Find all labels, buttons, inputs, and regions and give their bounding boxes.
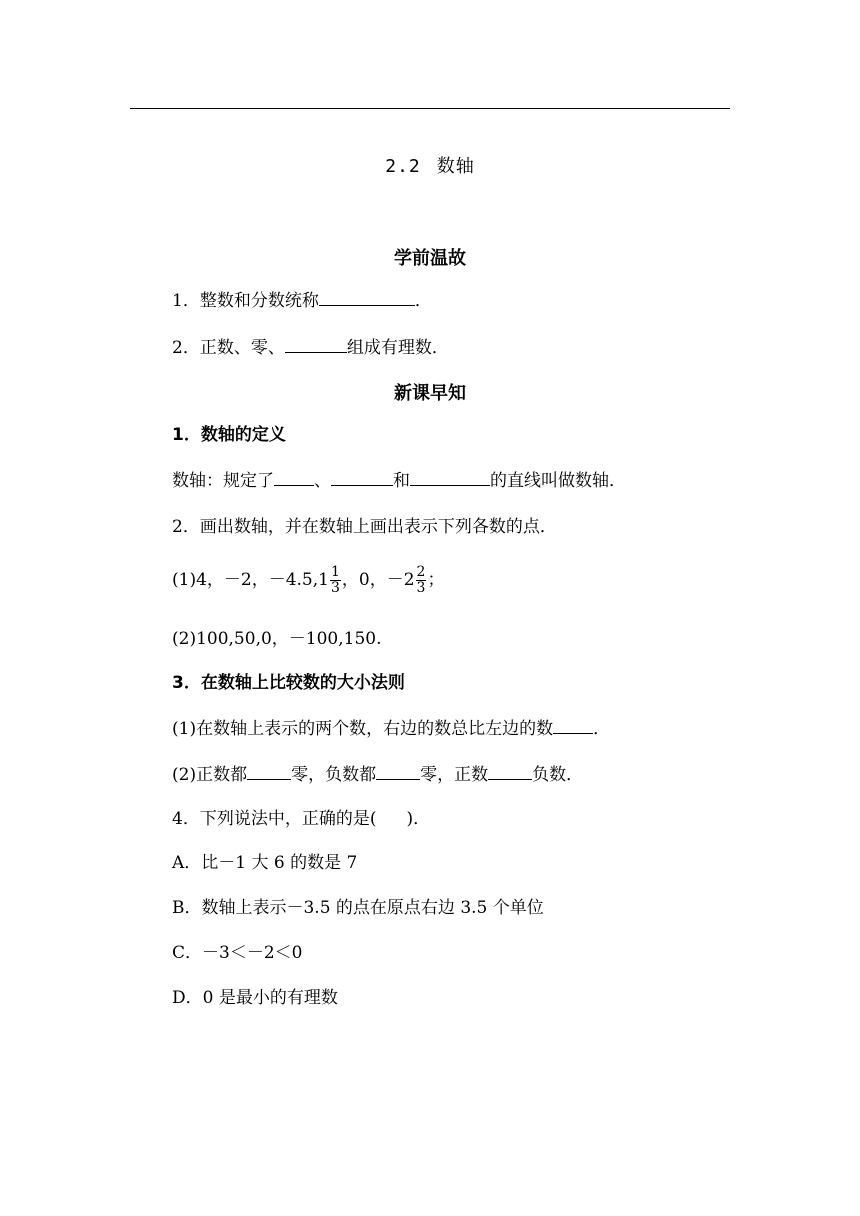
section-number: 2.2: [385, 156, 421, 177]
option-b: B．数轴上表示－3.5 的点在原点右边 3.5 个单位: [172, 898, 544, 918]
review-question-1: 1．整数和分数统称 ．: [172, 291, 432, 311]
item-3-sub-2: (2)正数都 零，负数都 零，正数 负数．: [172, 765, 584, 785]
fraction: $\frac{1}{3}$: [330, 564, 340, 596]
item-1-title: 1．数轴的定义: [172, 425, 286, 445]
item-1-text: 数轴：规定了 、 和 的直线叫做数轴．: [172, 471, 626, 491]
answer-blank: [488, 763, 532, 780]
answer-blank: [553, 717, 593, 734]
answer-blank: [376, 763, 420, 780]
answer-blank: [247, 763, 291, 780]
option-a: A．比－1 大 6 的数是 7: [172, 853, 358, 873]
new-lesson-heading: 新课早知: [394, 383, 466, 404]
option-d: D．0 是最小的有理数: [172, 988, 338, 1008]
item-3-title: 3．在数轴上比较数的大小法则: [172, 673, 405, 693]
page-title: [0, 152, 860, 178]
answer-blank: [331, 469, 393, 486]
item-3-sub-1: (1)在数轴上表示的两个数，右边的数总比左边的数 ．: [172, 719, 611, 739]
item-2-sub-1: (1)4，－2，－4.5,1 $\frac{1}{3}$ ，0，－2 $\frac{2}{3}$ ；: [172, 564, 445, 596]
section-title: 数轴: [436, 156, 475, 177]
item-2-title: 2．画出数轴，并在数轴上画出表示下列各数的点．: [172, 517, 557, 537]
item-4-question: 4．下列说法中，正确的是( )．: [172, 809, 431, 829]
answer-blank: [285, 336, 347, 353]
option-c: C．－3＜－2＜0: [172, 943, 303, 963]
review-question-2: 2．正数、零、 组成有理数．: [172, 338, 449, 358]
answer-blank: [410, 469, 490, 486]
answer-blank: [274, 469, 314, 486]
item-2-sub-2: (2)100,50,0，－100,150.: [172, 629, 382, 649]
fraction: $\frac{2}{3}$: [416, 564, 426, 596]
answer-blank: [319, 289, 415, 306]
review-heading: 学前温故: [394, 248, 466, 269]
header-rule: [130, 108, 730, 109]
